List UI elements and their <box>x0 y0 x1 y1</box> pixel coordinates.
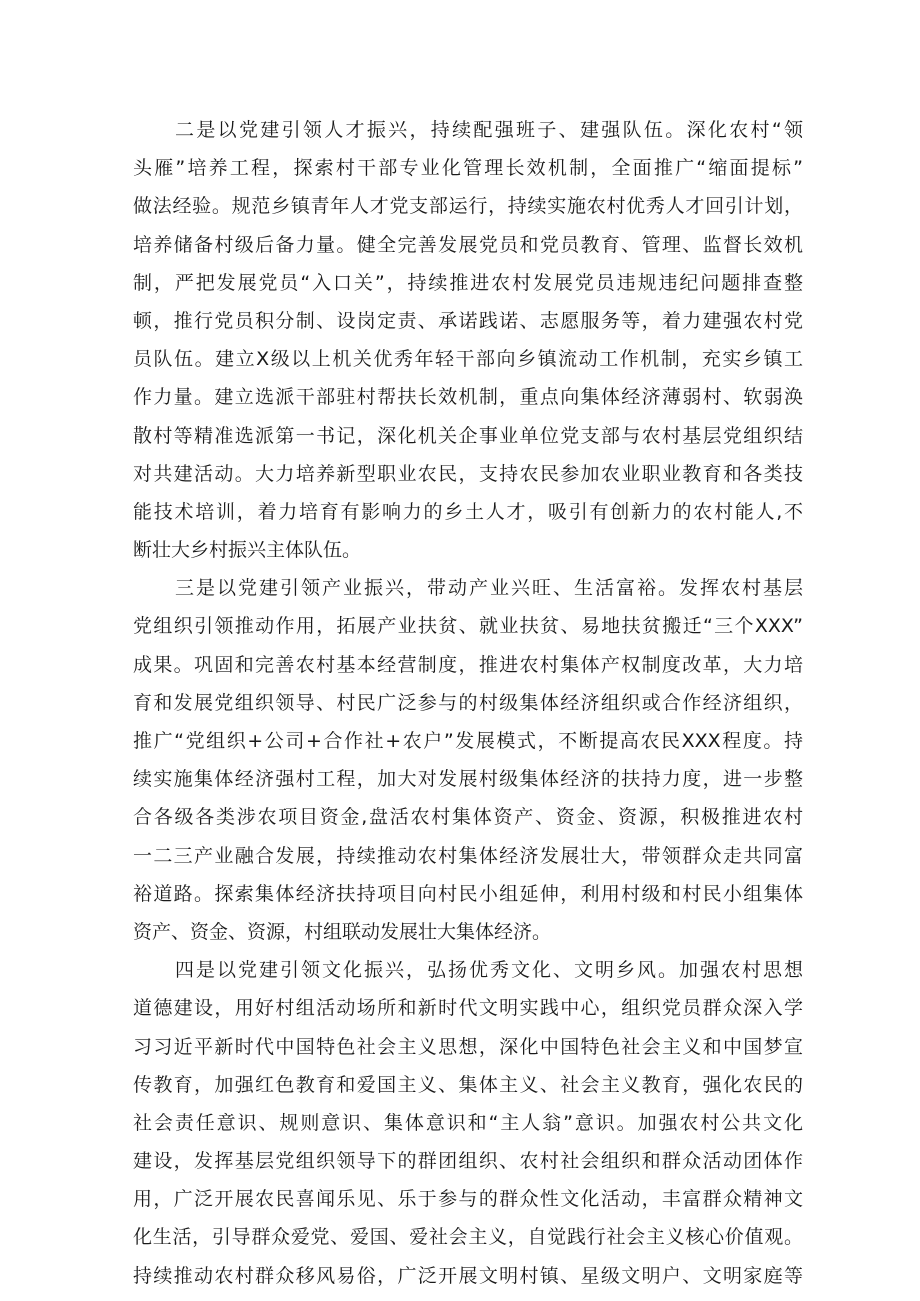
paragraph-talent-line: 散村等精准选派第一书记，深化机关企事业单位党支部与农村基层党组织结 <box>133 424 803 447</box>
paragraph-talent-line: 断壮大乡村振兴主体队伍。 <box>133 539 362 562</box>
paragraph-industry-line: 党组织引领推动作用，拓展产业扶贫、就业扶贫、易地扶贫搬迁“三个XXX” <box>133 615 803 638</box>
paragraph-culture-line: 化生活，引导群众爱党、爱国、爱社会主义，自觉践行社会主义核心价值观。 <box>133 1226 803 1249</box>
paragraph-industry-line: 育和发展党组织领导、村民广泛参与的村级集体经济组织或合作经济组织， <box>133 691 803 714</box>
paragraph-culture-line: 道德建设，用好村组活动场所和新时代文明实践中心，组织党员群众深入学 <box>133 997 803 1020</box>
paragraph-industry-line: 续实施集体经济强村工程，加大对发展村级集体经济的扶持力度，进一步整 <box>133 768 803 791</box>
paragraph-industry-line: 合各级各类涉农项目资金,盘活农村集体资产、资金、资源，积极推进农村 <box>133 806 803 829</box>
paragraph-industry-line: 资产、资金、资源，村组联动发展壮大集体经济。 <box>133 920 552 943</box>
paragraph-culture-line: 用，广泛开展农民喜闻乐见、乐于参与的群众性文化活动，丰富群众精神文 <box>133 1188 803 1211</box>
paragraph-industry-line: 三是以党建引领产业振兴，带动产业兴旺、生活富裕。发挥农村基层 <box>175 577 803 600</box>
paragraph-industry-line: 一二三产业融合发展，持续推动农村集体经济发展壮大，带领群众走共同富 <box>133 844 803 867</box>
paragraph-culture-line: 习习近平新时代中国特色社会主义思想，深化中国特色社会主义和中国梦宣 <box>133 1035 803 1058</box>
paragraph-talent-line: 培养储备村级后备力量。健全完善发展党员和党员教育、管理、监督长效机 <box>133 233 803 256</box>
paragraph-culture-line: 社会责任意识、规则意识、集体意识和“主人翁”意识。加强农村公共文化 <box>133 1111 803 1134</box>
paragraph-industry-line: 裕道路。探索集体经济扶持项目向村民小组延伸，利用村级和村民小组集体 <box>133 882 803 905</box>
paragraph-talent-line: 能技术培训，着力培育有影响力的乡土人才，吸引有创新力的农村能人,不 <box>133 500 803 523</box>
paragraph-culture-line: 持续推动农村群众移风易俗，广泛开展文明村镇、星级文明户、文明家庭等 <box>133 1264 803 1287</box>
paragraph-culture-line: 传教育，加强红色教育和爱国主义、集体主义、社会主义教育，强化农民的 <box>133 1073 803 1096</box>
paragraph-talent-line: 对共建活动。大力培养新型职业农民，支持农民参加农业职业教育和各类技 <box>133 462 803 485</box>
paragraph-talent-line: 作力量。建立选派干部驻村帮扶长效机制，重点向集体经济薄弱村、软弱涣 <box>133 386 803 409</box>
document-body <box>133 111 803 1295</box>
paragraph-talent-line: 做法经验。规范乡镇青年人才党支部运行，持续实施农村优秀人才回引计划， <box>133 195 803 218</box>
paragraph-talent-line: 顿，推行党员积分制、设岗定责、承诺践诺、志愿服务等，着力建强农村党 <box>133 309 803 332</box>
paragraph-talent-line: 二是以党建引领人才振兴，持续配强班子、建强队伍。深化农村“领 <box>175 119 803 141</box>
paragraph-culture-line: 四是以党建引领文化振兴，弘扬优秀文化、文明乡风。加强农村思想 <box>175 959 803 982</box>
paragraph-talent-line: 头雁”培养工程，探索村干部专业化管理长效机制，全面推广“缩面提标” <box>133 157 803 180</box>
paragraph-industry-line: 推广“党组织+公司+合作社+农户”发展模式，不断提高农民XXX程度。持 <box>133 730 803 752</box>
paragraph-culture-line: 建设，发挥基层党组织领导下的群团组织、农村社会组织和群众活动团体作 <box>133 1150 803 1173</box>
paragraph-talent-line: 员队伍。建立X级以上机关优秀年轻干部向乡镇流动工作机制，充实乡镇工 <box>133 348 803 371</box>
paragraph-industry-line: 成果。巩固和完善农村基本经营制度，推进农村集体产权制度改革，大力培 <box>133 653 803 676</box>
paragraph-talent-line: 制，严把发展党员“入口关”，持续推进农村发展党员违规违纪问题排查整 <box>133 271 803 294</box>
